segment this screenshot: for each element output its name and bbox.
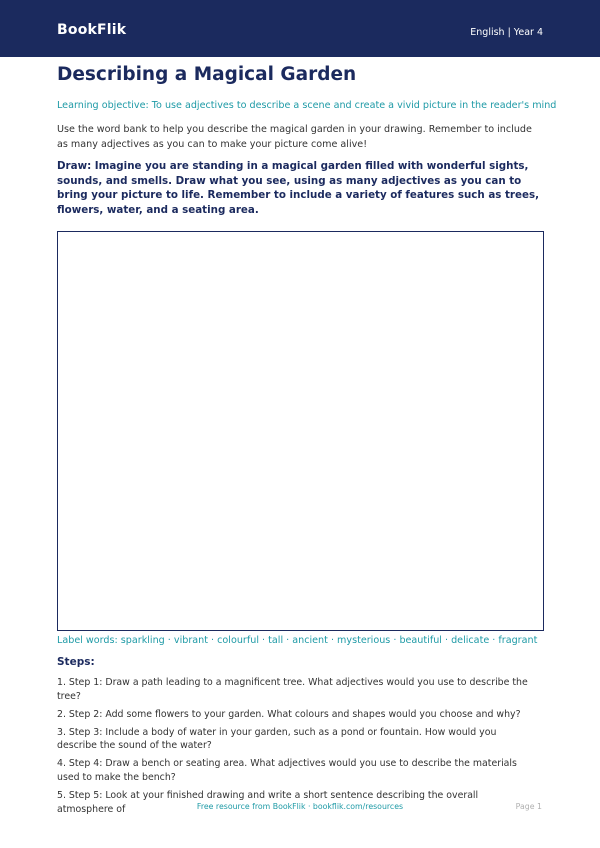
brand-logo: BookFlik xyxy=(57,22,127,38)
label-words: Label words: sparkling · vibrant · colourful · tall · ancient · mysterious · beautiful · delicate · fragrant xyxy=(57,635,538,646)
intro-text: Use the word bank to help you describe the magical garden in your drawing. Remember to include as many adjectives as you can to make your picture come alive! xyxy=(57,124,532,150)
page-number: Page 1 xyxy=(515,802,542,811)
step-item: 1. Step 1: Draw a path leading to a magnificent tree. What adjectives would you use to describe the tree? xyxy=(57,677,528,702)
footer-source: Free resource from BookFlik · bookflik.com/resources xyxy=(196,802,404,811)
step-item: 3. Step 3: Include a body of water in your garden, such as a pond or fountain. How would you describe the sound of the water? xyxy=(57,726,497,752)
steps-heading: Steps: xyxy=(57,656,95,668)
step-item: 5. Step 5: Look at your finished drawing and write a short sentence describing the overall atmosphere of xyxy=(57,790,479,815)
drawing-area[interactable] xyxy=(57,231,544,631)
page-header xyxy=(0,0,600,57)
page-title: Describing a Magical Garden xyxy=(57,64,357,85)
learning-objective: Learning objective: To use adjectives to describe a scene and create a vivid picture in the reader's mind xyxy=(57,100,557,111)
step-item: 4. Step 4: Draw a bench or seating area. What adjectives would you use to describe the materials used to make the bench? xyxy=(57,758,517,784)
draw-instructions: Draw: Imagine you are standing in a magical garden filled with wonderful sights, sounds, and smells. Draw what you see, using as many adjectives as you can to bring your picture to life. Remember to include a variety of features such as trees, flowers, water, and a seating area. xyxy=(57,160,539,216)
step-item: 2. Step 2: Add some flowers to your garden. What colours and shapes would you choose and why? xyxy=(57,708,521,720)
subject-year-label: English | Year 4 xyxy=(470,27,543,38)
